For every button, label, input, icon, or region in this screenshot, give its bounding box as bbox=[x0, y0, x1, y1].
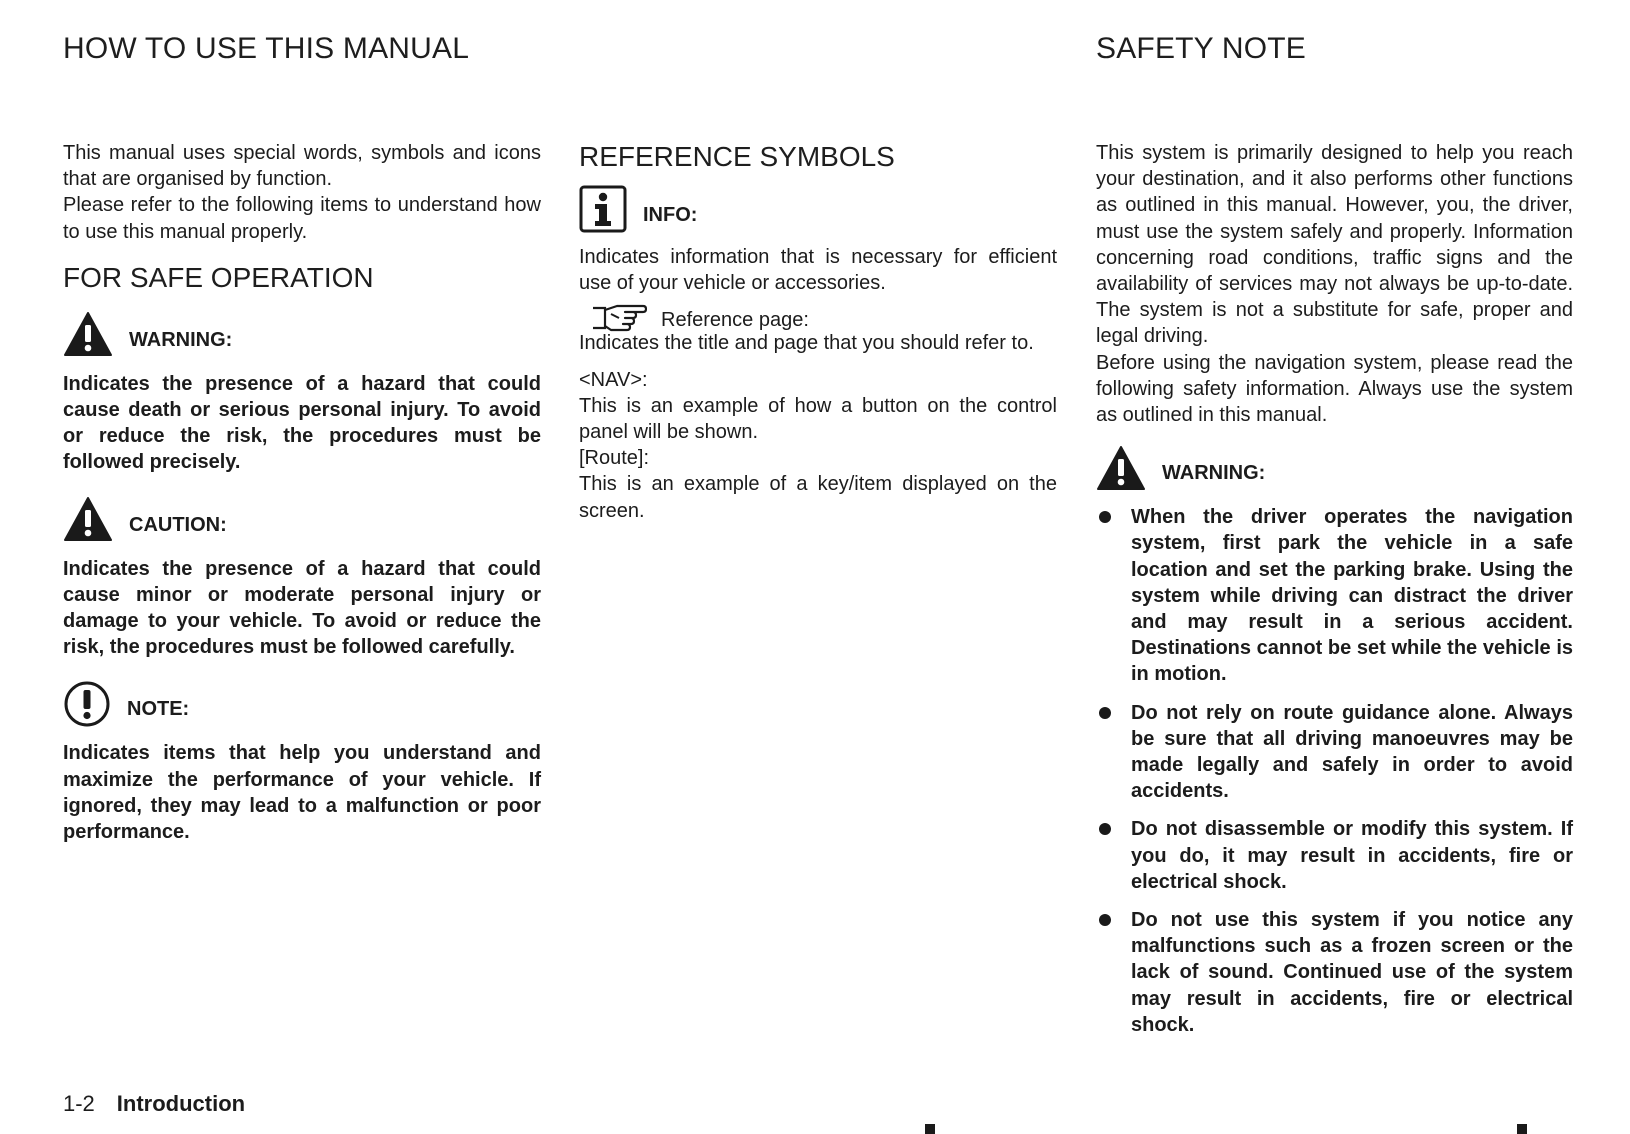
list-item bbox=[1096, 504, 1573, 687]
page-number: 1-2 bbox=[63, 1091, 95, 1116]
right-column bbox=[1096, 140, 1573, 1050]
nav-example-line bbox=[579, 367, 1057, 393]
crop-mark-left bbox=[925, 1124, 935, 1134]
note-text: Indicates items that help you understand and maximize the performance of your vehicle. If ignored, they may lead to a malfunction or poor performance. bbox=[63, 742, 541, 844]
note-label: NOTE: bbox=[127, 698, 190, 721]
warning-triangle-icon bbox=[1096, 445, 1146, 498]
intro-paragraph-2: Please refer to the following items to understand how to use this manual properly. bbox=[63, 194, 541, 243]
bullet-dot-icon bbox=[1099, 823, 1111, 835]
list-item bbox=[1096, 907, 1573, 1038]
info-label: INFO: bbox=[643, 203, 698, 226]
list-item bbox=[1096, 816, 1573, 895]
list-item-text: Do not disassemble or modify this system. If you do, it may result in accidents, fire or electrical shock. bbox=[1131, 818, 1573, 893]
nav-example-text: This is an example of how a button on the control panel will be shown. bbox=[579, 394, 1057, 444]
reference-page-label: Reference page: bbox=[661, 309, 809, 332]
warning-text: Indicates the presence of a hazard that could cause death or serious personal injury. To avoid or reduce the risk, the procedures must be followed precisely. bbox=[63, 372, 541, 474]
list-item-text: Do not use this system if you notice any malfunctions such as a frozen screen or the lack of sound. Continued use of the system may result in accidents, fire or electrical shock. bbox=[1131, 909, 1573, 1036]
middle-column bbox=[579, 140, 1057, 524]
route-key-label: [Route]: bbox=[579, 447, 650, 470]
caution-row bbox=[63, 500, 541, 546]
page-title-how-to-use: HOW TO USE THIS MANUAL bbox=[63, 32, 470, 65]
left-column bbox=[63, 140, 541, 845]
reference-symbols-heading: REFERENCE SYMBOLS bbox=[579, 141, 895, 172]
bullet-dot-icon bbox=[1099, 914, 1111, 926]
reference-page-text: Indicates the title and page that you should refer to. bbox=[579, 332, 1034, 355]
caution-triangle-icon bbox=[63, 496, 113, 549]
info-icon bbox=[579, 185, 627, 240]
warning-row bbox=[63, 315, 541, 361]
nav-button-label: <NAV> bbox=[579, 368, 642, 391]
safety-paragraph-1: This system is primarily designed to help you reach your destination, and it also performs other functions as outlined in this manual. However, you, the driver, must use the system safely and properly. Information concerning road conditions, traffic signs and the availability of services may not always be up-to-date. The system is not a substitute for safe, proper and legal driving. bbox=[1096, 142, 1573, 348]
safety-warning-list bbox=[1096, 504, 1573, 1038]
safety-warning-row bbox=[1096, 448, 1573, 494]
caution-text: Indicates the presence of a hazard that could cause minor or moderate personal injury or damage to your vehicle. To avoid or reduce the risk, the procedures must be followed carefully. bbox=[63, 557, 541, 659]
intro-paragraph-1: This manual uses special words, symbols and icons that are organised by function. bbox=[63, 142, 541, 191]
warning-label: WARNING: bbox=[129, 328, 233, 351]
list-item bbox=[1096, 700, 1573, 805]
note-row bbox=[63, 684, 541, 730]
safe-operation-heading: FOR SAFE OPERATION bbox=[63, 261, 374, 293]
safety-paragraph-2: Before using the navigation system, please read the following safety information. Always use the system as outlined in this manual. bbox=[1096, 351, 1573, 427]
bullet-dot-icon bbox=[1099, 511, 1111, 523]
bullet-dot-icon bbox=[1099, 707, 1111, 719]
crop-mark-right bbox=[1517, 1124, 1527, 1134]
safety-warning-label: WARNING: bbox=[1162, 462, 1266, 485]
list-item-text: Do not rely on route guidance alone. Always be sure that all driving manoeuvres may be made legally and safely in order to avoid accidents. bbox=[1131, 701, 1573, 803]
list-item-text: When the driver operates the navigation system, first park the vehicle in a safe location and set the parking brake. Using the system while driving can distract the driver and may result in a serious accident. Destinations cannot be set while the vehicle is in motion. bbox=[1131, 506, 1573, 686]
page-footer bbox=[63, 1090, 245, 1118]
warning-triangle-icon bbox=[63, 311, 113, 364]
caution-label: CAUTION: bbox=[129, 513, 227, 536]
info-text: Indicates information that is necessary for efficient use of your vehicle or accessories. bbox=[579, 246, 1057, 295]
note-exclamation-icon bbox=[63, 680, 111, 735]
page-title-safety-note: SAFETY NOTE bbox=[1096, 32, 1307, 65]
chapter-title: Introduction bbox=[116, 1091, 246, 1116]
info-row bbox=[579, 188, 1057, 238]
route-example-text: This is an example of a key/item displayed on the screen. bbox=[579, 473, 1057, 522]
nav-colon: : bbox=[642, 368, 648, 391]
